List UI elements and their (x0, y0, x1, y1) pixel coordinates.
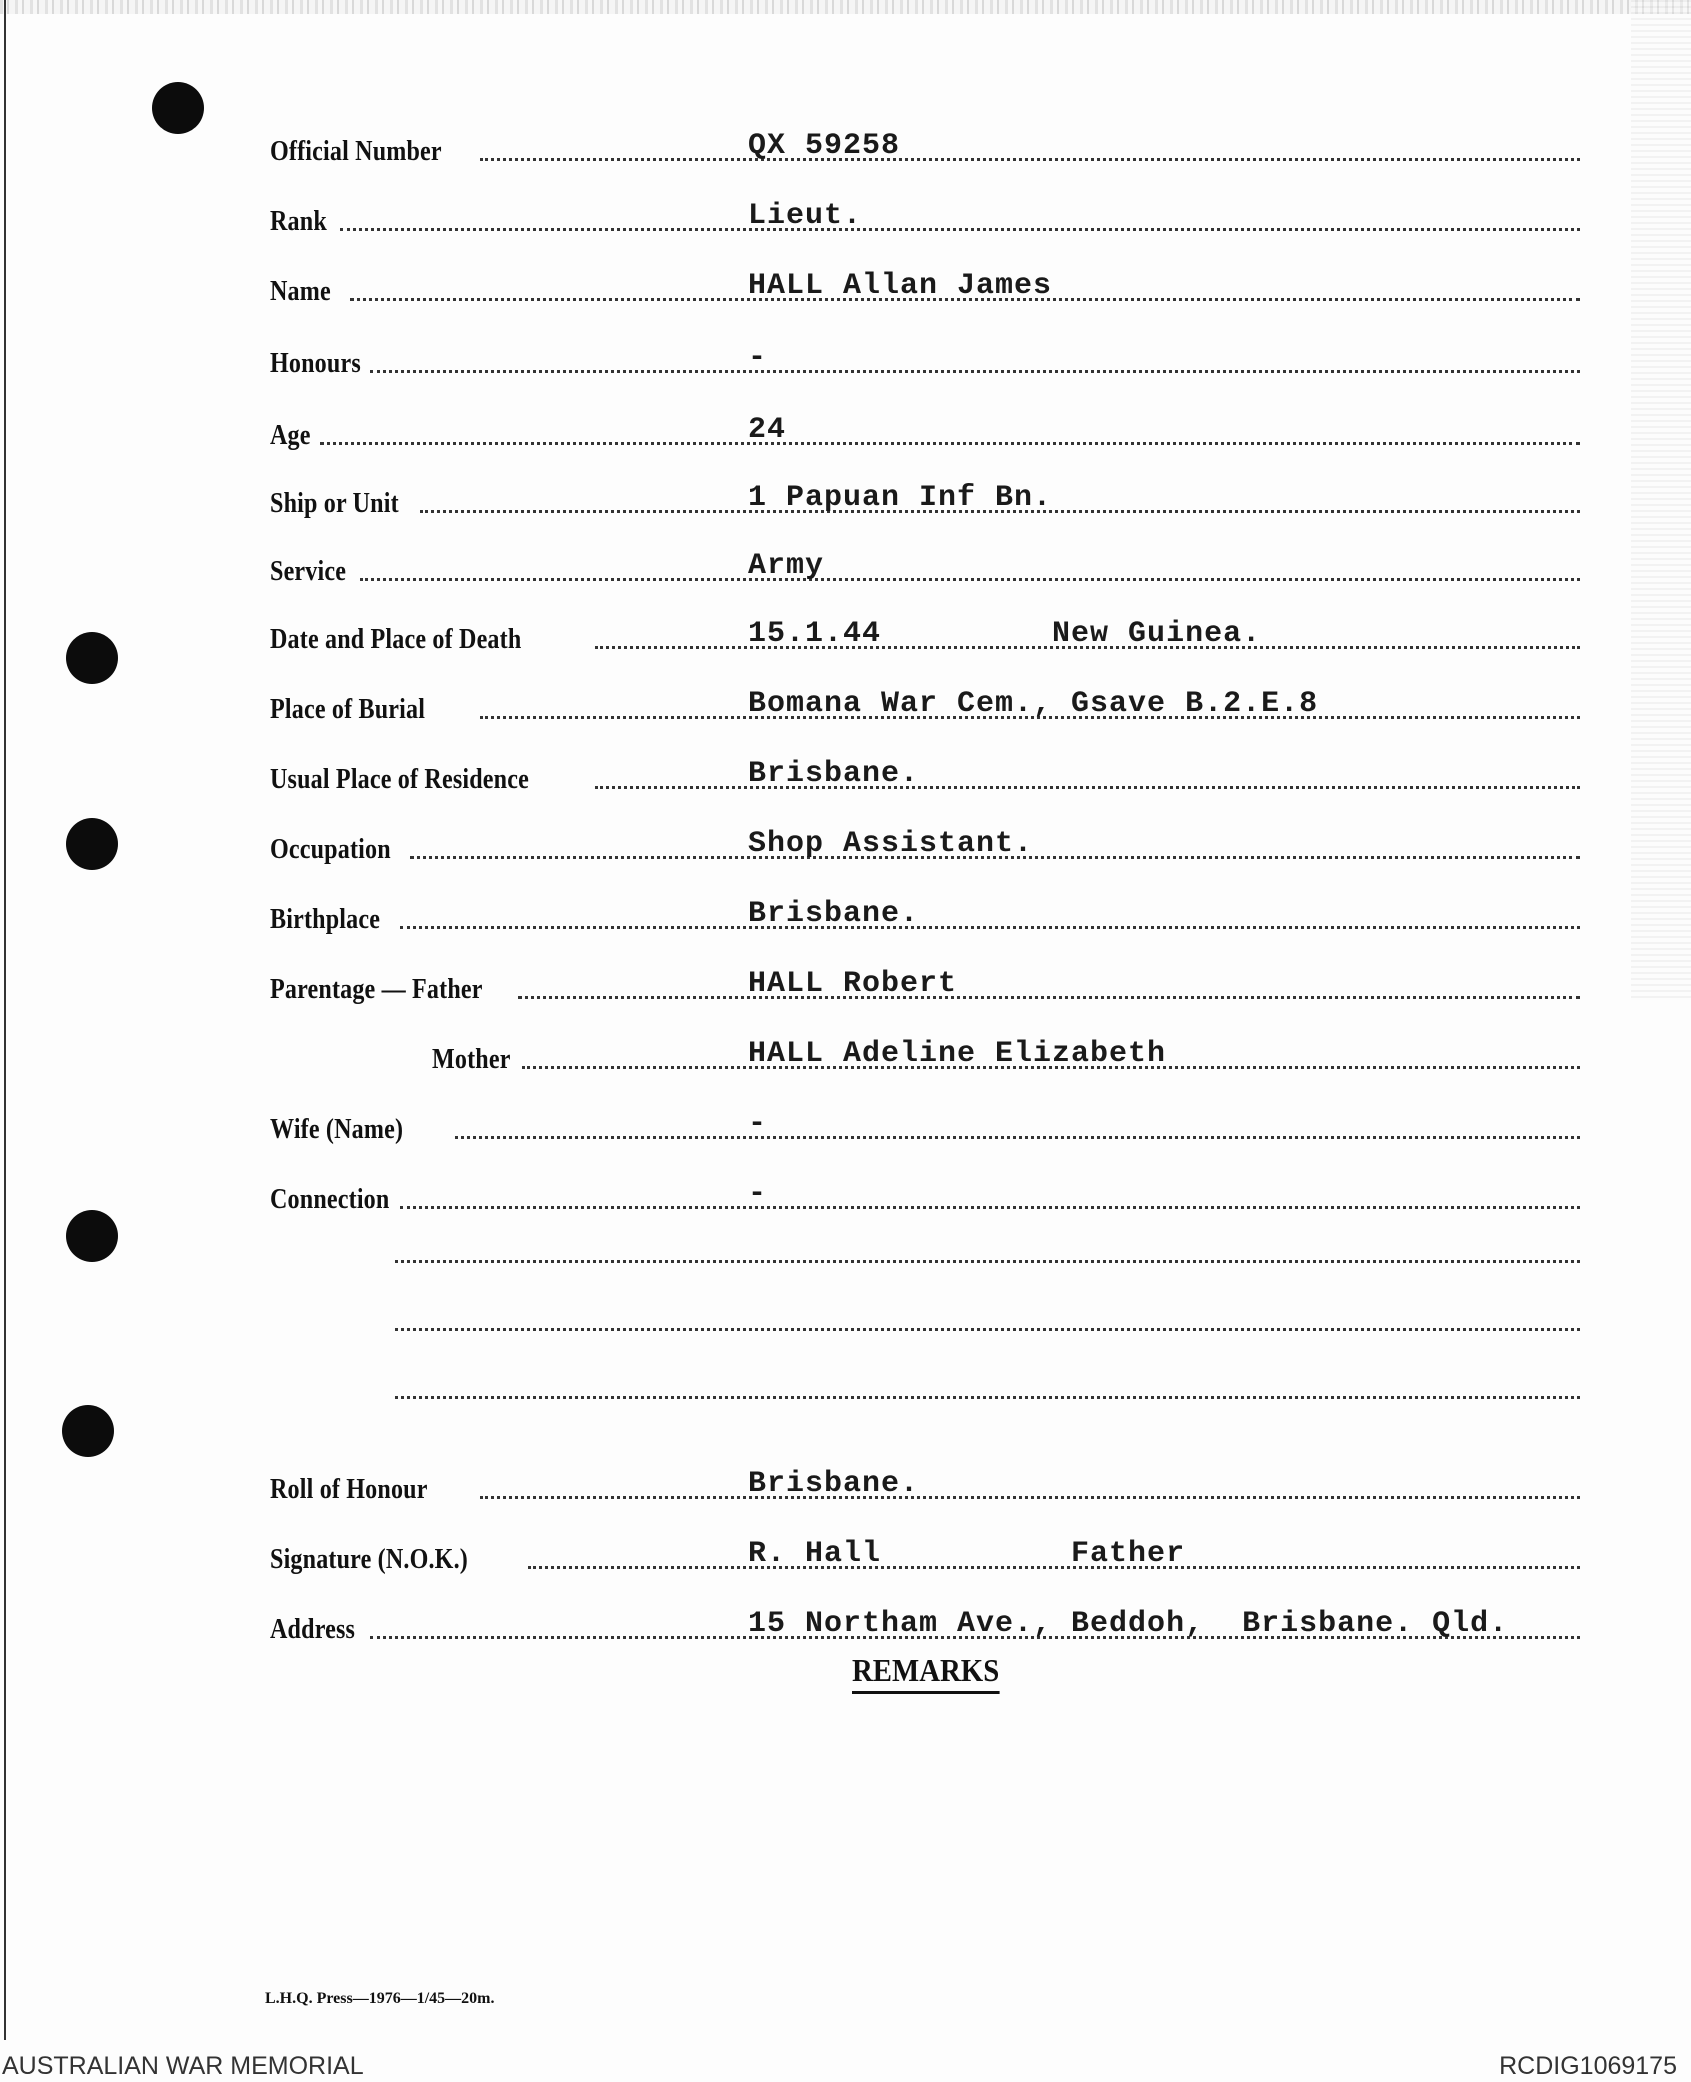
field-value: Brisbane. (748, 1467, 920, 1501)
field-age (270, 412, 1580, 452)
field-value: - (748, 1177, 768, 1211)
dotted-rule (360, 578, 1580, 581)
field-value: Brisbane. (748, 897, 920, 931)
field-connection (270, 1176, 1580, 1216)
punch-hole-icon (66, 1210, 118, 1262)
footer-record-id: RCDIG1069175 (1499, 2052, 1677, 2080)
field-value: QX 59258 (748, 129, 901, 163)
field-wife-name (270, 1106, 1580, 1146)
punch-hole-icon (66, 818, 118, 870)
scan-artifact-top (0, 0, 1691, 14)
dotted-rule (480, 1496, 1580, 1499)
field-usual-residence (270, 756, 1580, 796)
punch-hole-icon (152, 82, 204, 134)
punch-hole-icon (66, 632, 118, 684)
field-ship-or-unit (270, 480, 1580, 520)
field-service (270, 548, 1580, 588)
press-imprint: L.H.Q. Press—1976—1/45—20m. (265, 1990, 495, 2007)
field-label: Usual Place of Residence (270, 764, 529, 795)
field-label: Parentage — Father (270, 974, 483, 1005)
field-value: Army (748, 549, 825, 583)
remarks-heading: REMARKS (852, 1652, 999, 1694)
field-address (270, 1606, 1580, 1646)
footer-institution: AUSTRALIAN WAR MEMORIAL (2, 2052, 364, 2080)
field-label: Service (270, 556, 347, 587)
dotted-rule (595, 786, 1580, 789)
field-birthplace (270, 896, 1580, 936)
field-label: Occupation (270, 834, 391, 865)
field-value: Bomana War Cem., Gsave B.2.E.8 (748, 687, 1319, 721)
page-edge-line (4, 0, 6, 2040)
dotted-rule (400, 926, 1580, 929)
field-name (270, 268, 1580, 308)
field-value: 15 Northam Ave., Beddoh, Brisbane. Qld. (748, 1607, 1509, 1641)
field-parentage-mother (270, 1036, 1580, 1076)
field-label: Ship or Unit (270, 488, 399, 519)
field-label: Mother (432, 1044, 511, 1075)
field-signature-nok (270, 1536, 1580, 1576)
field-value: 15.1.44 New Guinea. (748, 617, 1262, 651)
scan-artifact-right (1631, 0, 1691, 1000)
blank-continuation-line (395, 1328, 1580, 1331)
dotted-rule (370, 370, 1580, 373)
field-place-of-burial (270, 686, 1580, 726)
field-official-number (270, 128, 1580, 168)
field-value: 24 (748, 413, 787, 447)
field-value: Shop Assistant. (748, 827, 1034, 861)
field-parentage-father (270, 966, 1580, 1006)
blank-continuation-line (395, 1396, 1580, 1399)
field-label: Connection (270, 1184, 390, 1215)
field-honours (270, 340, 1580, 380)
dotted-rule (400, 1206, 1580, 1209)
dotted-rule (455, 1136, 1580, 1139)
field-label: Place of Burial (270, 694, 426, 725)
dotted-rule (340, 228, 1580, 231)
field-label: Birthplace (270, 904, 381, 935)
field-label: Wife (Name) (270, 1114, 404, 1145)
blank-continuation-line (395, 1260, 1580, 1263)
field-value: 1 Papuan Inf Bn. (748, 481, 1053, 515)
field-roll-of-honour (270, 1466, 1580, 1506)
field-value: HALL Adeline Elizabeth (748, 1037, 1167, 1071)
field-occupation (270, 826, 1580, 866)
field-label: Rank (270, 206, 327, 237)
punch-hole-icon (62, 1405, 114, 1457)
field-label: Address (270, 1614, 356, 1645)
field-label: Age (270, 420, 311, 451)
dotted-rule (480, 158, 1580, 161)
field-label: Name (270, 276, 331, 307)
dotted-rule (320, 442, 1580, 445)
field-value: HALL Robert (748, 967, 958, 1001)
field-value: HALL Allan James (748, 269, 1053, 303)
dotted-rule (518, 996, 1580, 999)
field-label: Date and Place of Death (270, 624, 522, 655)
field-value: - (748, 341, 768, 375)
field-label: Honours (270, 348, 361, 379)
field-value: Brisbane. (748, 757, 920, 791)
field-value: Lieut. (748, 199, 863, 233)
field-value: - (748, 1107, 768, 1141)
field-label: Official Number (270, 136, 442, 167)
field-label: Roll of Honour (270, 1474, 428, 1505)
field-date-place-death (270, 616, 1580, 656)
field-rank (270, 198, 1580, 238)
field-value: R. Hall Father (748, 1537, 1186, 1571)
field-label: Signature (N.O.K.) (270, 1544, 468, 1575)
